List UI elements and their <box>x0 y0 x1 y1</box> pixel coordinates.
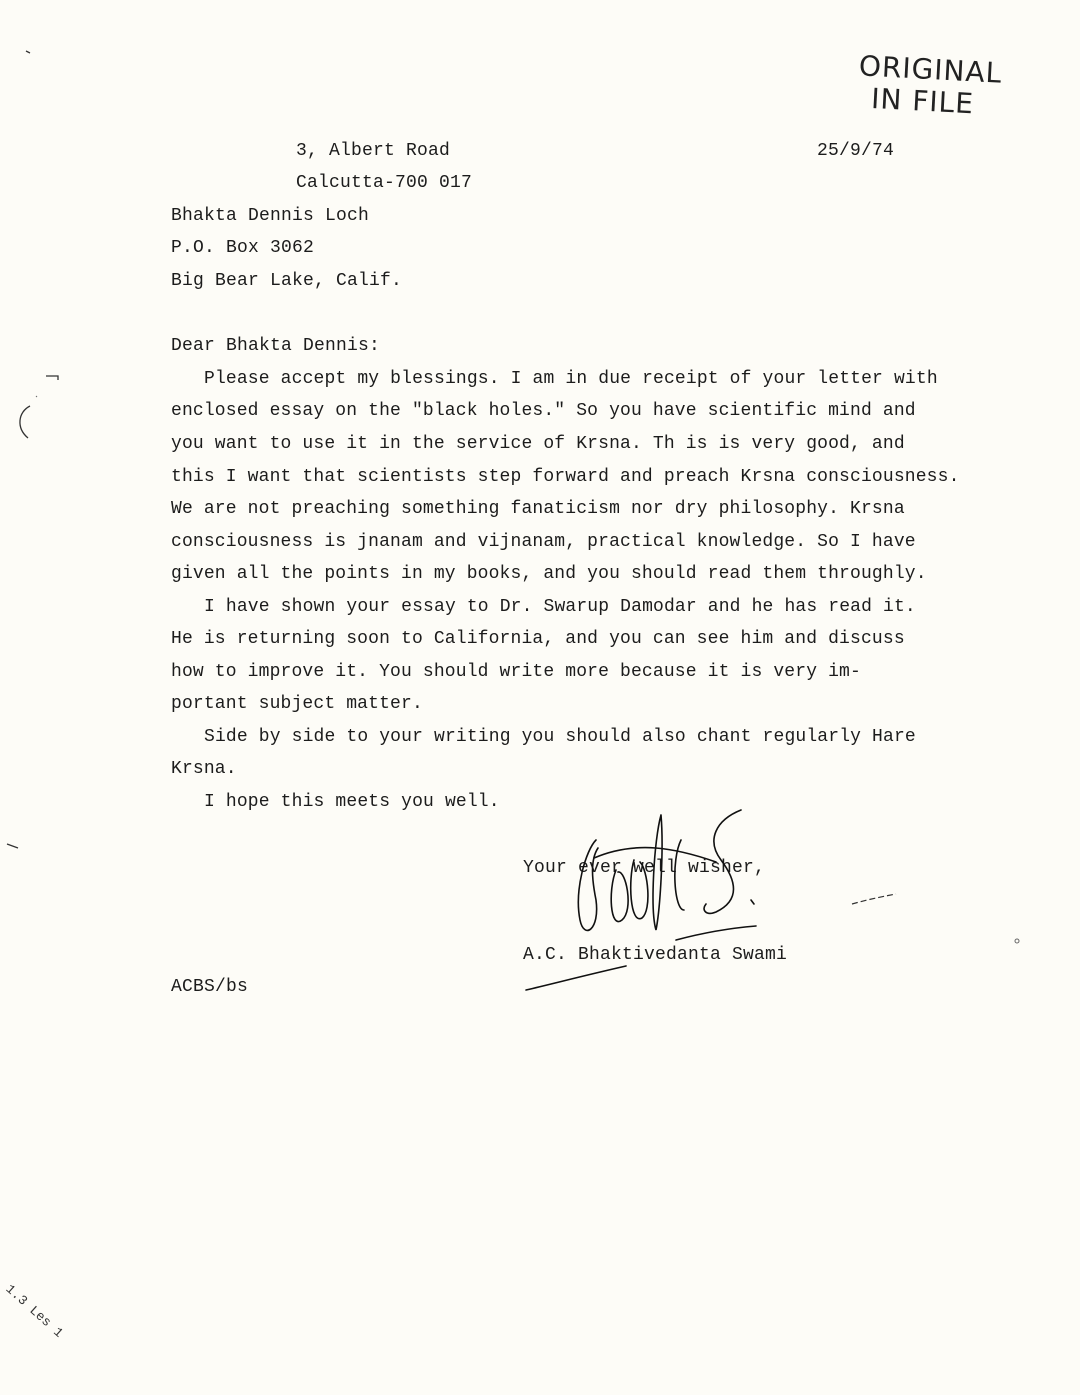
underline-flourish <box>522 962 632 996</box>
stray-pen-mark <box>850 890 900 910</box>
body-line: Please accept my blessings. I am in due receipt of your letter with <box>204 369 938 389</box>
body-line: I hope this meets you well. <box>204 792 500 812</box>
original-in-file-stamp <box>856 50 1003 121</box>
corner-dot <box>24 48 34 58</box>
margin-note: 1.3 Les 1 <box>2 1281 67 1341</box>
recipient-city: Big Bear Lake, Calif. <box>171 271 403 291</box>
body-line: I have shown your essay to Dr. Swarup Damodar and he has read it. <box>204 597 916 617</box>
body-line: you want to use it in the service of Krsna. Th is is very good, and <box>171 434 905 454</box>
salutation: Dear Bhakta Dennis: <box>171 336 381 356</box>
paper-speck <box>1012 936 1022 946</box>
closing: Your ever well wisher, <box>523 858 766 878</box>
body-line: Krsna. <box>171 759 237 779</box>
stamp-line-1: ORIGINAL <box>858 49 1004 90</box>
recipient-name: Bhakta Dennis Loch <box>171 206 370 226</box>
body-line: He is returning soon to California, and you can see him and discuss <box>171 629 905 649</box>
recipient-box: P.O. Box 3062 <box>171 238 315 258</box>
body-line: We are not preaching something fanaticism nor dry philosophy. Krsna <box>171 499 905 519</box>
sender-address-line-1: 3, Albert Road <box>296 141 451 161</box>
handwritten-signature <box>556 800 776 950</box>
signatory-name: A.C. Bhaktivedanta Swami <box>523 945 788 965</box>
reference-initials: ACBS/bs <box>171 977 249 997</box>
margin-tick-mark <box>4 840 24 854</box>
body-line: given all the points in my books, and you should read them throughly. <box>171 564 927 584</box>
body-line: portant subject matter. <box>171 694 423 714</box>
body-line: Side by side to your writing you should also chant regularly Hare <box>204 727 916 747</box>
stamp-line-2: IN FILE <box>870 81 975 121</box>
margin-bracket-mark <box>6 392 46 446</box>
body-line: consciousness is jnanam and vijnanam, practical knowledge. So I have <box>171 532 916 552</box>
body-line: this I want that scientists step forward and preach Krsna consciousness. <box>171 467 960 487</box>
body-line: enclosed essay on the "black holes." So you have scientific mind and <box>171 401 916 421</box>
letter-date: 25/9/74 <box>817 141 895 161</box>
margin-tick-mark <box>44 370 64 384</box>
body-line: how to improve it. You should write more because it is very im- <box>171 662 861 682</box>
sender-address-line-2: Calcutta-700 017 <box>296 173 473 193</box>
